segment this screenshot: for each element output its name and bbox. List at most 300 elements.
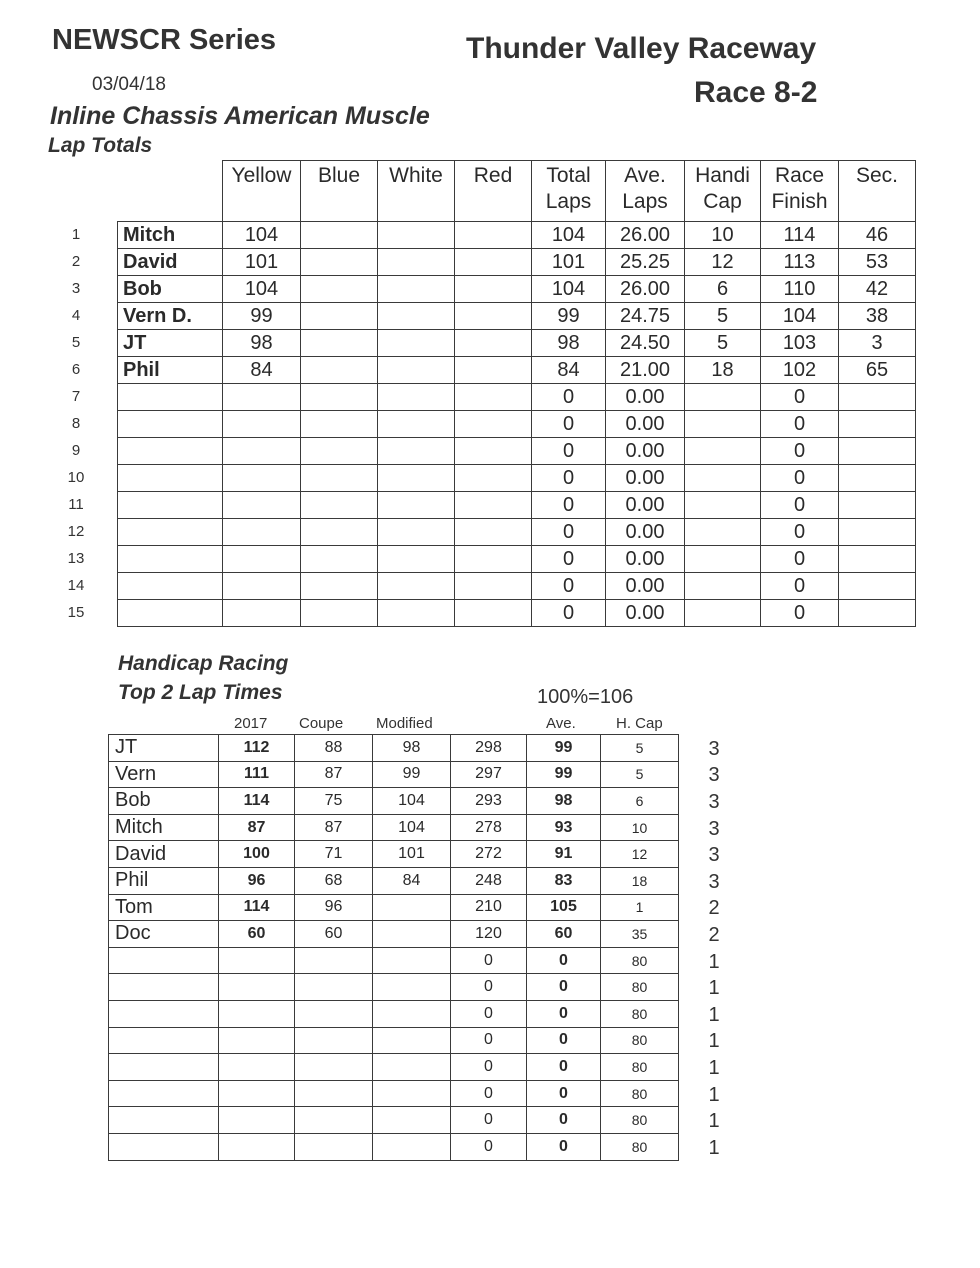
- ave-laps-cell: 0.00: [606, 465, 685, 492]
- row-number: 5: [71, 334, 81, 351]
- yellow-laps-cell: 104: [223, 222, 301, 249]
- lap-row: [118, 330, 916, 357]
- handicap-row: [109, 761, 679, 788]
- time-coupe-cell: 87: [295, 814, 373, 841]
- handicap-cell: [685, 411, 761, 438]
- white-laps-cell: [378, 600, 455, 627]
- average-cell: 99: [527, 761, 601, 788]
- racer-name-cell: Phil: [109, 867, 219, 894]
- seconds-cell: [839, 492, 916, 519]
- hdr-hcap: H. Cap: [616, 715, 663, 732]
- seconds-cell: 65: [839, 357, 916, 384]
- time-modified-cell: 84: [373, 867, 451, 894]
- red-laps-cell: [455, 573, 532, 600]
- ave-laps-cell: 0.00: [606, 519, 685, 546]
- red-laps-cell: [455, 465, 532, 492]
- lap-row: [118, 384, 916, 411]
- seconds-cell: [839, 384, 916, 411]
- col-red: Red: [455, 161, 532, 222]
- row-number: 3: [71, 280, 81, 297]
- driver-name-cell: [118, 465, 223, 492]
- white-laps-cell: [378, 438, 455, 465]
- total-laps-cell: 99: [532, 303, 606, 330]
- handicap-row: [109, 814, 679, 841]
- time-coupe-cell: [295, 1027, 373, 1054]
- handicap-row: [109, 788, 679, 815]
- time-coupe-cell: [295, 974, 373, 1001]
- red-laps-cell: [455, 600, 532, 627]
- col-handi-cap: Handi Cap: [685, 161, 761, 222]
- race-count: 1: [708, 1030, 720, 1053]
- blue-laps-cell: [301, 411, 378, 438]
- time-2017-cell: 112: [219, 735, 295, 762]
- row-number: 4: [71, 307, 81, 324]
- racer-name-cell: Bob: [109, 788, 219, 815]
- total-laps-cell: 0: [532, 411, 606, 438]
- time-2017-cell: 87: [219, 814, 295, 841]
- handicap-cell: [685, 546, 761, 573]
- row-number: 8: [71, 415, 81, 432]
- handicap-row: [109, 1000, 679, 1027]
- total-laps-cell: 101: [532, 249, 606, 276]
- red-laps-cell: [455, 249, 532, 276]
- time-2017-cell: 100: [219, 841, 295, 868]
- handicap-row: [109, 921, 679, 948]
- class-title: Inline Chassis American Muscle: [50, 102, 430, 130]
- white-laps-cell: [378, 357, 455, 384]
- yellow-laps-cell: [223, 411, 301, 438]
- racer-name-cell: Vern: [109, 761, 219, 788]
- race-finish-cell: 0: [761, 438, 839, 465]
- lap-row: [118, 519, 916, 546]
- handicap-row: [109, 1107, 679, 1134]
- race-count: 1: [708, 1083, 720, 1106]
- seconds-cell: [839, 573, 916, 600]
- yellow-laps-cell: [223, 384, 301, 411]
- red-laps-cell: [455, 276, 532, 303]
- row-number: 6: [71, 361, 81, 378]
- race-number: Race 8-2: [694, 76, 818, 109]
- red-laps-cell: [455, 438, 532, 465]
- time-modified-cell: [373, 921, 451, 948]
- red-laps-cell: [455, 303, 532, 330]
- blue-laps-cell: [301, 276, 378, 303]
- total-laps-cell: 0: [532, 438, 606, 465]
- handicap-cell: 80: [601, 1027, 679, 1054]
- white-laps-cell: [378, 249, 455, 276]
- racer-name-cell: [109, 1133, 219, 1160]
- race-finish-cell: 102: [761, 357, 839, 384]
- racer-name-cell: [109, 947, 219, 974]
- total-laps-cell: 0: [532, 384, 606, 411]
- lap-row: [118, 438, 916, 465]
- blue-laps-cell: [301, 573, 378, 600]
- total-laps-cell: 0: [532, 546, 606, 573]
- percent-note: 100%=106: [537, 686, 634, 708]
- seconds-cell: 46: [839, 222, 916, 249]
- row-number: 1: [71, 226, 81, 243]
- handicap-cell: 10: [685, 222, 761, 249]
- average-cell: 0: [527, 1054, 601, 1081]
- race-finish-cell: 0: [761, 600, 839, 627]
- col-sec: Sec.: [839, 161, 916, 222]
- racer-name-cell: David: [109, 841, 219, 868]
- handicap-cell: 10: [601, 814, 679, 841]
- series-title: NEWSCR Series: [52, 24, 277, 56]
- ave-laps-cell: 0.00: [606, 600, 685, 627]
- seconds-cell: 38: [839, 303, 916, 330]
- total-time-cell: 278: [451, 814, 527, 841]
- row-number: 14: [67, 577, 85, 594]
- lap-row: [118, 222, 916, 249]
- time-2017-cell: [219, 1107, 295, 1134]
- handicap-cell: [685, 600, 761, 627]
- race-count: 1: [708, 950, 720, 973]
- race-finish-cell: 103: [761, 330, 839, 357]
- average-cell: 83: [527, 867, 601, 894]
- average-cell: 93: [527, 814, 601, 841]
- time-coupe-cell: 60: [295, 921, 373, 948]
- race-finish-cell: 110: [761, 276, 839, 303]
- seconds-cell: [839, 519, 916, 546]
- blue-laps-cell: [301, 438, 378, 465]
- total-laps-cell: 104: [532, 222, 606, 249]
- blue-laps-cell: [301, 330, 378, 357]
- race-count: 2: [708, 897, 720, 920]
- time-modified-cell: [373, 1054, 451, 1081]
- white-laps-cell: [378, 573, 455, 600]
- handicap-row: [109, 1133, 679, 1160]
- driver-name-cell: [118, 411, 223, 438]
- time-modified-cell: 104: [373, 788, 451, 815]
- race-finish-cell: 0: [761, 546, 839, 573]
- racer-name-cell: [109, 1080, 219, 1107]
- time-modified-cell: [373, 1027, 451, 1054]
- race-count: 3: [708, 790, 720, 813]
- red-laps-cell: [455, 492, 532, 519]
- seconds-cell: 53: [839, 249, 916, 276]
- time-2017-cell: [219, 974, 295, 1001]
- time-modified-cell: [373, 1107, 451, 1134]
- ave-laps-cell: 26.00: [606, 276, 685, 303]
- average-cell: 0: [527, 1080, 601, 1107]
- time-2017-cell: [219, 1027, 295, 1054]
- row-number: 15: [67, 604, 85, 621]
- blue-laps-cell: [301, 465, 378, 492]
- racer-name-cell: Tom: [109, 894, 219, 921]
- blue-laps-cell: [301, 384, 378, 411]
- driver-name-cell: [118, 492, 223, 519]
- ave-laps-cell: 25.25: [606, 249, 685, 276]
- time-coupe-cell: [295, 1080, 373, 1107]
- yellow-laps-cell: 99: [223, 303, 301, 330]
- time-coupe-cell: [295, 1054, 373, 1081]
- ave-laps-cell: 0.00: [606, 384, 685, 411]
- white-laps-cell: [378, 276, 455, 303]
- row-number: 9: [71, 442, 81, 459]
- race-finish-cell: 113: [761, 249, 839, 276]
- yellow-laps-cell: [223, 546, 301, 573]
- driver-name-cell: David: [118, 249, 223, 276]
- time-coupe-cell: 96: [295, 894, 373, 921]
- time-coupe-cell: 88: [295, 735, 373, 762]
- time-2017-cell: [219, 1054, 295, 1081]
- time-coupe-cell: 87: [295, 761, 373, 788]
- handicap-row: [109, 1027, 679, 1054]
- time-coupe-cell: 68: [295, 867, 373, 894]
- row-number: 7: [71, 388, 81, 405]
- racer-name-cell: [109, 1054, 219, 1081]
- handicap-cell: [685, 492, 761, 519]
- total-time-cell: 210: [451, 894, 527, 921]
- ave-laps-cell: 26.00: [606, 222, 685, 249]
- white-laps-cell: [378, 303, 455, 330]
- col-total-laps: Total Laps: [532, 161, 606, 222]
- race-finish-cell: 0: [761, 411, 839, 438]
- handicap-cell: 5: [685, 303, 761, 330]
- race-finish-cell: 0: [761, 519, 839, 546]
- race-date: 03/04/18: [92, 74, 166, 95]
- race-finish-cell: 104: [761, 303, 839, 330]
- race-finish-cell: 0: [761, 573, 839, 600]
- blue-laps-cell: [301, 519, 378, 546]
- white-laps-cell: [378, 330, 455, 357]
- race-count: 3: [708, 870, 720, 893]
- total-time-cell: 0: [451, 1027, 527, 1054]
- handicap-cell: 80: [601, 1000, 679, 1027]
- white-laps-cell: [378, 492, 455, 519]
- handicap-row: [109, 1054, 679, 1081]
- average-cell: 98: [527, 788, 601, 815]
- race-finish-cell: 114: [761, 222, 839, 249]
- handicap-cell: 5: [601, 761, 679, 788]
- yellow-laps-cell: [223, 438, 301, 465]
- yellow-laps-cell: 98: [223, 330, 301, 357]
- average-cell: 0: [527, 1133, 601, 1160]
- racer-name-cell: [109, 974, 219, 1001]
- total-time-cell: 0: [451, 1080, 527, 1107]
- time-modified-cell: [373, 1080, 451, 1107]
- average-cell: 99: [527, 735, 601, 762]
- racer-name-cell: Doc: [109, 921, 219, 948]
- race-finish-cell: 0: [761, 492, 839, 519]
- handicap-row: [109, 867, 679, 894]
- driver-name-cell: [118, 546, 223, 573]
- handicap-row: [109, 974, 679, 1001]
- yellow-laps-cell: [223, 573, 301, 600]
- seconds-cell: 3: [839, 330, 916, 357]
- red-laps-cell: [455, 330, 532, 357]
- total-time-cell: 293: [451, 788, 527, 815]
- time-coupe-cell: 75: [295, 788, 373, 815]
- yellow-laps-cell: 101: [223, 249, 301, 276]
- handicap-cell: 80: [601, 947, 679, 974]
- racer-name-cell: JT: [109, 735, 219, 762]
- time-modified-cell: 99: [373, 761, 451, 788]
- average-cell: 0: [527, 1000, 601, 1027]
- total-laps-cell: 0: [532, 519, 606, 546]
- total-time-cell: 0: [451, 1054, 527, 1081]
- lap-totals-heading: Lap Totals: [48, 134, 153, 157]
- handicap-cell: 12: [601, 841, 679, 868]
- handicap-cell: 5: [601, 735, 679, 762]
- average-cell: 105: [527, 894, 601, 921]
- total-laps-cell: 104: [532, 276, 606, 303]
- total-laps-cell: 0: [532, 573, 606, 600]
- handicap-cell: 35: [601, 921, 679, 948]
- total-laps-cell: 84: [532, 357, 606, 384]
- race-count: 1: [708, 1136, 720, 1159]
- race-finish-cell: 0: [761, 465, 839, 492]
- racer-name-cell: Mitch: [109, 814, 219, 841]
- ave-laps-cell: 24.75: [606, 303, 685, 330]
- time-2017-cell: 114: [219, 788, 295, 815]
- total-time-cell: 0: [451, 1107, 527, 1134]
- handicap-cell: [685, 384, 761, 411]
- total-laps-cell: 0: [532, 600, 606, 627]
- race-count: 3: [708, 764, 720, 787]
- name-column-spacer: [118, 161, 223, 222]
- lap-row: [118, 492, 916, 519]
- lap-totals-table: [117, 160, 916, 627]
- track-name: Thunder Valley Raceway: [466, 32, 817, 65]
- blue-laps-cell: [301, 249, 378, 276]
- total-laps-cell: 0: [532, 492, 606, 519]
- driver-name-cell: Phil: [118, 357, 223, 384]
- race-finish-cell: 0: [761, 384, 839, 411]
- handicap-cell: [685, 465, 761, 492]
- yellow-laps-cell: [223, 600, 301, 627]
- total-time-cell: 298: [451, 735, 527, 762]
- blue-laps-cell: [301, 600, 378, 627]
- seconds-cell: [839, 465, 916, 492]
- yellow-laps-cell: [223, 492, 301, 519]
- race-count: 1: [708, 1110, 720, 1133]
- lap-row: [118, 411, 916, 438]
- average-cell: 0: [527, 1027, 601, 1054]
- red-laps-cell: [455, 519, 532, 546]
- yellow-laps-cell: 84: [223, 357, 301, 384]
- lap-row: [118, 357, 916, 384]
- col-yellow: Yellow: [223, 161, 301, 222]
- time-modified-cell: 98: [373, 735, 451, 762]
- lap-row: [118, 573, 916, 600]
- driver-name-cell: JT: [118, 330, 223, 357]
- time-modified-cell: [373, 1133, 451, 1160]
- time-2017-cell: 114: [219, 894, 295, 921]
- lap-row: [118, 465, 916, 492]
- seconds-cell: [839, 411, 916, 438]
- time-2017-cell: [219, 1080, 295, 1107]
- red-laps-cell: [455, 411, 532, 438]
- handicap-cell: 6: [685, 276, 761, 303]
- time-modified-cell: [373, 1000, 451, 1027]
- total-laps-cell: 0: [532, 465, 606, 492]
- yellow-laps-cell: 104: [223, 276, 301, 303]
- race-count: 3: [708, 817, 720, 840]
- total-laps-cell: 98: [532, 330, 606, 357]
- ave-laps-cell: 0.00: [606, 573, 685, 600]
- hdr-coupe: Coupe: [299, 715, 344, 732]
- white-laps-cell: [378, 411, 455, 438]
- time-modified-cell: [373, 974, 451, 1001]
- seconds-cell: [839, 546, 916, 573]
- time-modified-cell: [373, 894, 451, 921]
- col-white: White: [378, 161, 455, 222]
- red-laps-cell: [455, 546, 532, 573]
- racer-name-cell: [109, 1107, 219, 1134]
- col-ave-laps: Ave. Laps: [606, 161, 685, 222]
- hdr-modified: Modified: [376, 715, 433, 732]
- row-number: 2: [71, 253, 81, 270]
- driver-name-cell: [118, 573, 223, 600]
- white-laps-cell: [378, 222, 455, 249]
- ave-laps-cell: 24.50: [606, 330, 685, 357]
- handicap-table-body: [109, 735, 679, 1161]
- row-number: 13: [67, 550, 85, 567]
- yellow-laps-cell: [223, 465, 301, 492]
- row-number: 12: [67, 523, 85, 540]
- total-time-cell: 0: [451, 974, 527, 1001]
- red-laps-cell: [455, 384, 532, 411]
- handicap-cell: 1: [601, 894, 679, 921]
- handicap-row: [109, 947, 679, 974]
- handicap-subtitle: Top 2 Lap Times: [118, 681, 283, 704]
- row-number: 10: [67, 469, 85, 486]
- race-count: 1: [708, 977, 720, 1000]
- total-time-cell: 0: [451, 1133, 527, 1160]
- driver-name-cell: Bob: [118, 276, 223, 303]
- handicap-cell: 80: [601, 1054, 679, 1081]
- driver-name-cell: [118, 600, 223, 627]
- handicap-row: [109, 1080, 679, 1107]
- time-modified-cell: 101: [373, 841, 451, 868]
- handicap-title: Handicap Racing: [118, 652, 289, 675]
- race-count: 3: [708, 844, 720, 867]
- time-2017-cell: [219, 947, 295, 974]
- blue-laps-cell: [301, 492, 378, 519]
- driver-name-cell: [118, 384, 223, 411]
- time-2017-cell: [219, 1000, 295, 1027]
- handicap-cell: 6: [601, 788, 679, 815]
- handicap-cell: 80: [601, 1107, 679, 1134]
- handicap-cell: 80: [601, 974, 679, 1001]
- handicap-cell: [685, 519, 761, 546]
- lap-row: [118, 546, 916, 573]
- ave-laps-cell: 0.00: [606, 546, 685, 573]
- time-modified-cell: [373, 947, 451, 974]
- driver-name-cell: [118, 438, 223, 465]
- time-2017-cell: 111: [219, 761, 295, 788]
- race-count: 2: [708, 923, 720, 946]
- row-number: 11: [68, 496, 84, 513]
- time-2017-cell: 96: [219, 867, 295, 894]
- driver-name-cell: [118, 519, 223, 546]
- handicap-cell: 18: [685, 357, 761, 384]
- lap-row: [118, 600, 916, 627]
- total-time-cell: 120: [451, 921, 527, 948]
- average-cell: 0: [527, 1107, 601, 1134]
- average-cell: 91: [527, 841, 601, 868]
- white-laps-cell: [378, 384, 455, 411]
- blue-laps-cell: [301, 222, 378, 249]
- seconds-cell: [839, 438, 916, 465]
- time-2017-cell: [219, 1133, 295, 1160]
- race-count: 1: [708, 1056, 720, 1079]
- lap-row: [118, 276, 916, 303]
- driver-name-cell: Mitch: [118, 222, 223, 249]
- seconds-cell: 42: [839, 276, 916, 303]
